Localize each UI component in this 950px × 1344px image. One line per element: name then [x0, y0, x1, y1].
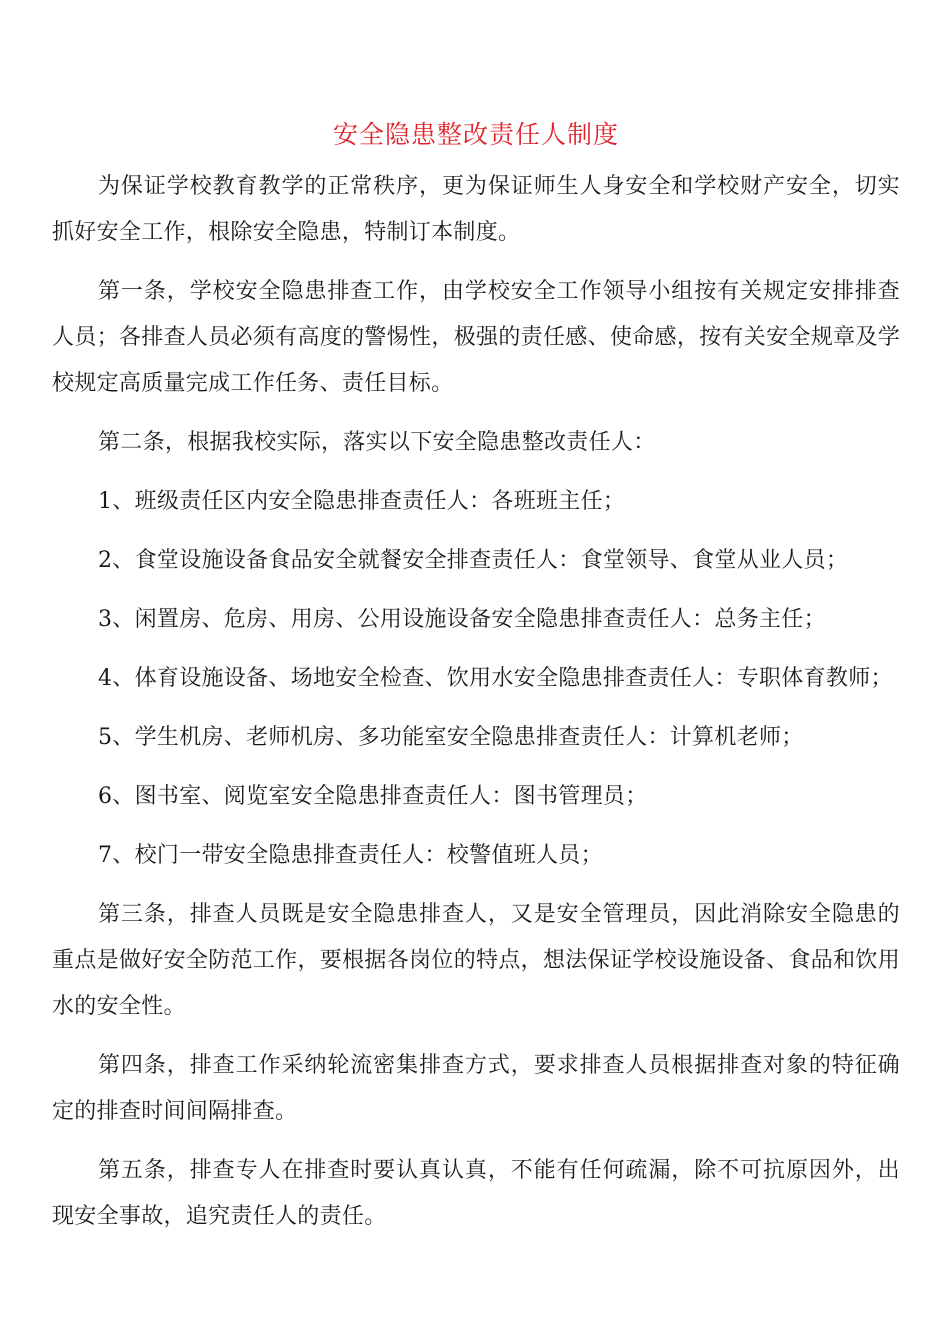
paragraph-intro: 为保证学校教育教学的正常秩序，更为保证师生人身安全和学校财产安全，切实抓好安全工作，根除安全隐患，特制订本制度。 [52, 174, 900, 245]
document-title: 安全隐患整改责任人制度 [332, 120, 619, 149]
paragraph-article-4: 第四条，排查工作采纳轮流密集排查方式，要求排查人员根据排查对象的特征确定的排查时间间隔排查。 [52, 1053, 900, 1124]
list-item-5: 5、学生机房、老师机房、多功能室安全隐患排查责任人：计算机老师； [98, 725, 804, 750]
paragraph-article-5: 第五条，排查专人在排查时要认真认真，不能有任何疏漏，除不可抗原因外，出现安全事故，追究责任人的责任。 [52, 1158, 900, 1229]
paragraph-article-1: 第一条，学校安全隐患排查工作，由学校安全工作领导小组按有关规定安排排查人员；各排查人员必须有高度的警惕性，极强的责任感、使命感，按有关安全规章及学校规定高质量完成工作任务、责任目标。 [52, 279, 900, 396]
list-item-2: 2、食堂设施设备食品安全就餐安全排查责任人：食堂领导、食堂从业人员； [98, 548, 849, 573]
list-item-7: 7、校门一带安全隐患排查责任人：校警值班人员； [98, 843, 603, 868]
list-item-3: 3、闲置房、危房、用房、公用设施设备安全隐患排查责任人：总务主任； [98, 607, 826, 632]
paragraph-article-3: 第三条，排查人员既是安全隐患排查人，又是安全管理员，因此消除安全隐患的重点是做好安全防范工作，要根据各岗位的特点，想法保证学校设施设备、食品和饮用水的安全性。 [52, 902, 900, 1019]
paragraph-article-2: 第二条，根据我校实际，落实以下安全隐患整改责任人： [98, 430, 656, 455]
list-item-1: 1、班级责任区内安全隐患排查责任人：各班班主任； [98, 489, 626, 514]
document-page [52, 112, 900, 1253]
list-item-6: 6、图书室、阅览室安全隐患排查责任人：图书管理员； [98, 784, 648, 809]
list-item-4: 4、体育设施设备、场地安全检查、饮用水安全隐患排查责任人：专职体育教师； [98, 666, 893, 691]
